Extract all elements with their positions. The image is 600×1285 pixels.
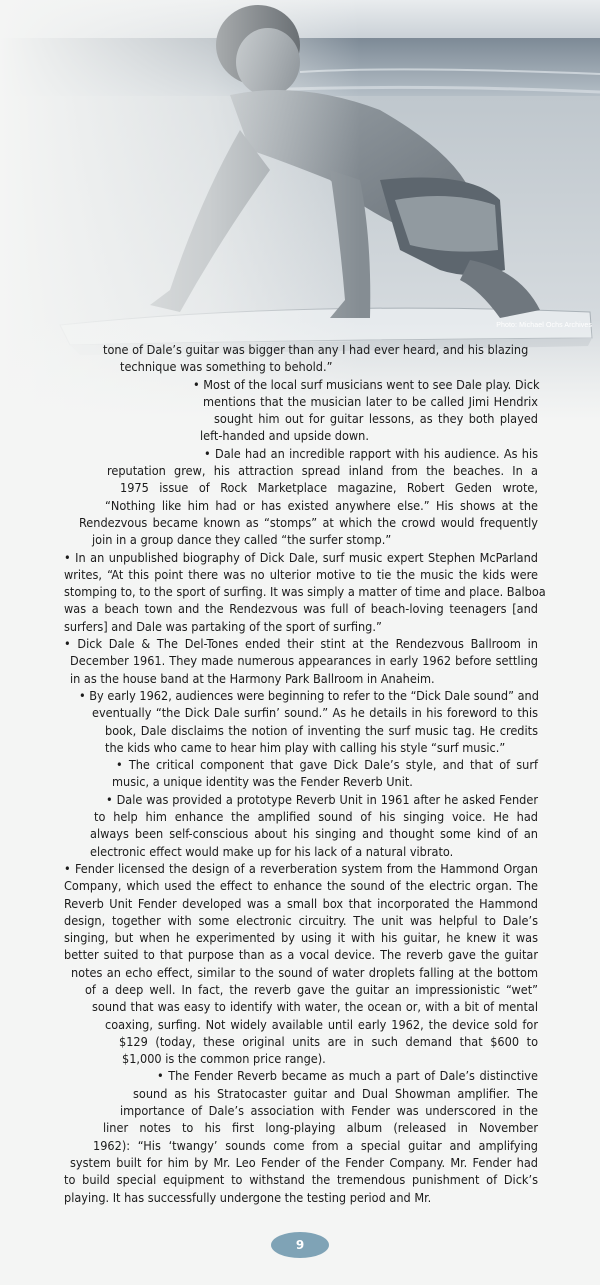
text-line: left-handed and upside down.: [200, 428, 369, 444]
text-line: • By early 1962, audiences were beginning to refer to the “Dick Dale sound” and: [79, 687, 539, 703]
text-line: join in a group dance they called “the surfer stomp.”: [92, 532, 392, 548]
page-number-badge: [270, 1230, 330, 1260]
text-line: music, a unique identity was the Fender Reverb Unit.: [112, 774, 413, 790]
article-body: [0, 341, 600, 1206]
text-line: liner notes to his first long-playing album (released in November: [103, 1120, 538, 1136]
text-line: surfers] and Dale was partaking of the sport of surfing.”: [64, 618, 382, 634]
text-line: design, together with some electronic circuitry. The unit was helpful to Dale’s: [64, 912, 538, 928]
text-line: sound as his Stratocaster guitar and Dual Showman amplifier. The: [133, 1085, 538, 1101]
text-line: playing. It has successfully undergone the testing period and Mr.: [64, 1189, 432, 1205]
text-line: system built for him by Mr. Leo Fender of the Fender Company. Mr. Fender had: [70, 1154, 538, 1170]
text-line: in as the house band at the Harmony Park Ballroom in Anaheim.: [70, 670, 435, 686]
text-line: • Fender licensed the design of a reverberation system from the Hammond Organ: [64, 860, 538, 876]
text-line: electronic effect would make up for his lack of a natural vibrato.: [90, 843, 454, 859]
text-line: to build special equipment to withstand the tremendous punishment of Dick’s: [64, 1172, 538, 1188]
text-line: better suited to that purpose than as a vocal device. The reverb gave the guitar: [64, 947, 538, 963]
text-line: technique was something to behold.”: [120, 359, 333, 375]
text-line: • Dick Dale & The Del-Tones ended their stint at the Rendezvous Ballroom in: [64, 636, 538, 652]
text-line: Rendezvous became known as “stomps” at which the crowd would frequently: [79, 514, 538, 530]
text-line: • Dale was provided a prototype Reverb Unit in 1961 after he asked Fender: [106, 791, 538, 807]
text-line: Reverb Unit Fender developed was a small box that incorporated the Hammond: [64, 895, 538, 911]
text-line: sought him out for guitar lessons, as they both played: [214, 411, 538, 427]
text-line: of a deep well. In fact, the reverb gave the guitar an impressionistic “wet”: [85, 981, 538, 997]
text-line: eventually “the Dick Dale surfin’ sound.” As he details in his foreword to this: [92, 705, 538, 721]
text-line: • In an unpublished biography of Dick Dale, surf music expert Stephen McParland: [64, 549, 538, 565]
text-line: stomping to, to the sport of surfing. It was simply a matter of time and place. Balboa: [64, 584, 546, 600]
text-line: notes an echo effect, similar to the sound of water droplets falling at the bottom: [71, 964, 538, 980]
text-line: $1,000 is the common price range).: [122, 1051, 326, 1067]
page-number: 9: [295, 1238, 305, 1252]
text-line: the kids who came to hear him play with calling his style “surf music.”: [105, 739, 506, 755]
text-line: 1975 issue of Rock Marketplace magazine, Robert Geden wrote,: [120, 480, 538, 496]
text-line: mentions that the musician later to be called Jimi Hendrix: [203, 393, 538, 409]
text-line: 1962): “His ‘twangy’ sounds come from a special guitar and amplifying: [93, 1137, 538, 1153]
text-line: $129 (today, these original units are in such demand that $600 to: [119, 1033, 538, 1049]
text-line: was a beach town and the Rendezvous was full of beach-loving teenagers [and: [64, 601, 538, 617]
text-line: • Most of the local surf musicians went to see Dale play. Dick: [193, 376, 540, 392]
text-line: to help him enhance the amplified sound of his singing voice. He had: [94, 809, 538, 825]
text-line: reputation grew, his attraction spread inland from the beaches. In a: [107, 463, 538, 479]
text-line: • The critical component that gave Dick Dale’s style, and that of surf: [116, 757, 538, 773]
text-line: singing, but when he experimented by using it with his guitar, he knew it was: [64, 930, 538, 946]
text-line: December 1961. They made numerous appearances in early 1962 before settling: [70, 653, 538, 669]
text-line: always been self-conscious about his singing and thought some kind of an: [90, 826, 538, 842]
text-line: coaxing, surfing. Not widely available until early 1962, the device sold for: [105, 1016, 538, 1032]
text-line: “Nothing like him had or has existed anywhere else.” His shows at the: [105, 497, 538, 513]
text-line: importance of Dale’s association with Fender was underscored in the: [120, 1103, 538, 1119]
text-line: sound that was easy to identify with water, the ocean or, with a bit of mental: [92, 999, 538, 1015]
text-line: book, Dale disclaims the notion of inventing the surf music tag. He credits: [105, 722, 538, 738]
text-line: tone of Dale’s guitar was bigger than any I had ever heard, and his blazing: [103, 342, 529, 357]
text-line: • The Fender Reverb became as much a part of Dale’s distinctive: [157, 1068, 538, 1084]
text-line: • Dale had an incredible rapport with his audience. As his: [204, 445, 538, 461]
text-line: writes, “At this point there was no ulterior motive to tie the music the kids were: [64, 566, 538, 582]
text-line: Company, which used the effect to enhance the sound of the electric organ. The: [64, 878, 538, 894]
photo-credit: Photo: Michael Ochs Archives: [496, 322, 592, 329]
